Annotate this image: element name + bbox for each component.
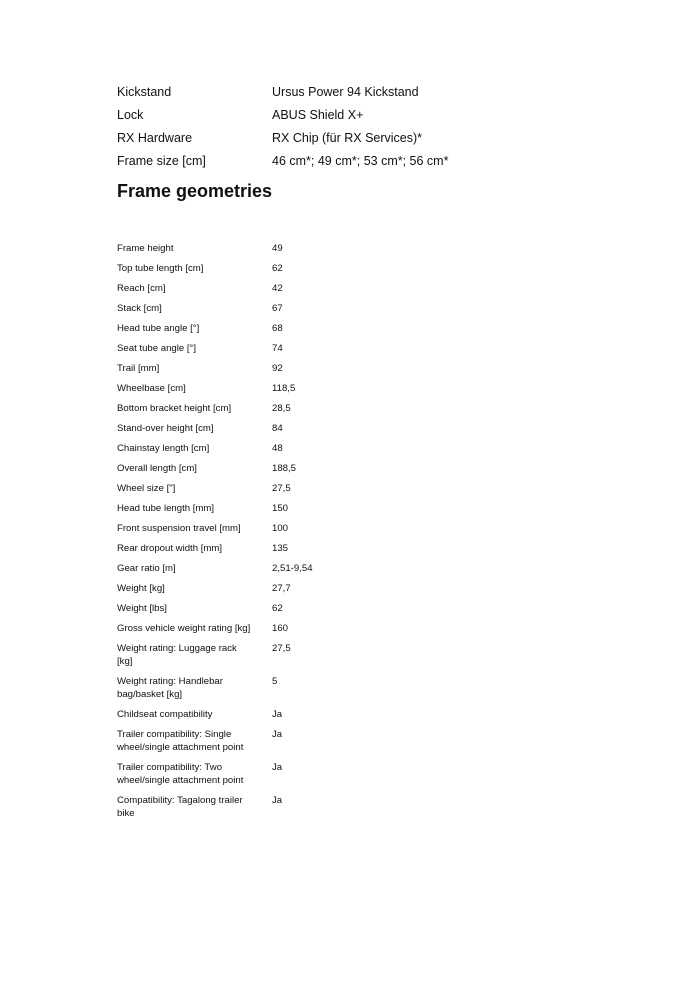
row-value: 49	[272, 243, 283, 254]
row-value: 160	[272, 623, 289, 634]
row-value: 92	[272, 363, 283, 374]
table-row	[117, 542, 637, 555]
row-label: Frame height	[117, 243, 174, 254]
row-label: Weight [kg]	[117, 583, 165, 594]
row-value: Ja	[272, 729, 283, 740]
row-label: Weight [lbs]	[117, 603, 167, 614]
table-row	[117, 642, 637, 668]
row-value: 62	[272, 603, 283, 614]
row-value: 27,5	[272, 483, 291, 494]
spec-label: Kickstand	[117, 85, 172, 99]
row-label: Seat tube angle [°]	[117, 343, 197, 354]
row-label: Trail [mm]	[117, 363, 160, 374]
row-value: 67	[272, 303, 283, 314]
row-label: Top tube length [cm]	[117, 263, 204, 274]
row-value: 27,7	[272, 583, 291, 594]
table-row	[117, 402, 637, 415]
row-label: Overall length [cm]	[117, 463, 197, 474]
table-row	[117, 761, 637, 787]
frame-geometry-table	[117, 242, 637, 827]
row-value: 150	[272, 503, 289, 514]
table-row	[117, 582, 637, 595]
table-row	[117, 482, 637, 495]
table-row	[117, 708, 637, 721]
row-label: Wheel size ["]	[117, 483, 176, 494]
section-title: Frame geometries	[117, 181, 273, 201]
row-value: 74	[272, 343, 283, 354]
row-value: 5	[272, 676, 278, 687]
table-row	[117, 602, 637, 615]
row-label: Rear dropout width [mm]	[117, 543, 223, 554]
row-value: Ja	[272, 762, 283, 773]
row-label: Front suspension travel [mm]	[117, 523, 241, 534]
table-row	[117, 422, 637, 435]
table-row	[117, 462, 637, 475]
table-row	[117, 242, 637, 255]
row-label: Chainstay length [cm]	[117, 443, 210, 454]
table-row	[117, 442, 637, 455]
row-value: 2,51-9,54	[272, 563, 313, 574]
table-row	[117, 262, 637, 275]
row-value: 135	[272, 543, 289, 554]
row-value: 84	[272, 423, 283, 434]
row-label: Childseat compatibility	[117, 709, 213, 720]
row-value: 42	[272, 283, 283, 294]
row-value: 68	[272, 323, 283, 334]
row-value: 48	[272, 443, 283, 454]
row-label: Head tube length [mm]	[117, 503, 215, 514]
row-value: 62	[272, 263, 283, 274]
table-row	[117, 342, 637, 355]
row-value: 118,5	[272, 383, 296, 394]
row-label: Weight rating: Handlebar bag/basket [kg]	[117, 676, 223, 700]
spec-label: Frame size [cm]	[117, 154, 206, 168]
row-label: Gear ratio [m]	[117, 563, 176, 574]
row-value: 28,5	[272, 403, 291, 414]
row-value: Ja	[272, 709, 283, 720]
row-label: Gross vehicle weight rating [kg]	[117, 623, 251, 634]
spec-label: Lock	[117, 108, 144, 122]
table-row	[117, 562, 637, 575]
table-row	[117, 522, 637, 535]
row-value: Ja	[272, 795, 283, 806]
table-row	[117, 322, 637, 335]
row-label: Trailer compatibility: Single wheel/single attachment point	[117, 729, 244, 753]
row-label: Head tube angle [°]	[117, 323, 200, 334]
spec-value: 46 cm*; 49 cm*; 53 cm*; 56 cm*	[272, 154, 449, 168]
table-row	[117, 675, 637, 701]
spec-value: ABUS Shield X+	[272, 108, 364, 122]
table-row	[117, 282, 637, 295]
table-row	[117, 302, 637, 315]
row-label: Compatibility: Tagalong trailer bike	[117, 795, 243, 819]
table-row	[117, 728, 637, 754]
table-row	[117, 794, 637, 820]
spec-label: RX Hardware	[117, 131, 193, 145]
table-row	[117, 362, 637, 375]
row-value: 27,5	[272, 643, 291, 654]
table-row	[117, 502, 637, 515]
row-label: Stack [cm]	[117, 303, 162, 314]
row-label: Stand-over height [cm]	[117, 423, 214, 434]
row-label: Weight rating: Luggage rack [kg]	[117, 643, 237, 667]
row-label: Trailer compatibility: Two wheel/single attachment point	[117, 762, 244, 786]
row-value: 188,5	[272, 463, 297, 474]
table-row	[117, 382, 637, 395]
row-label: Reach [cm]	[117, 283, 166, 294]
spec-value: Ursus Power 94 Kickstand	[272, 85, 419, 99]
row-label: Wheelbase [cm]	[117, 383, 186, 394]
spec-value: RX Chip (für RX Services)*	[272, 131, 423, 145]
row-label: Bottom bracket height [cm]	[117, 403, 232, 414]
row-value: 100	[272, 523, 289, 534]
table-row	[117, 622, 637, 635]
